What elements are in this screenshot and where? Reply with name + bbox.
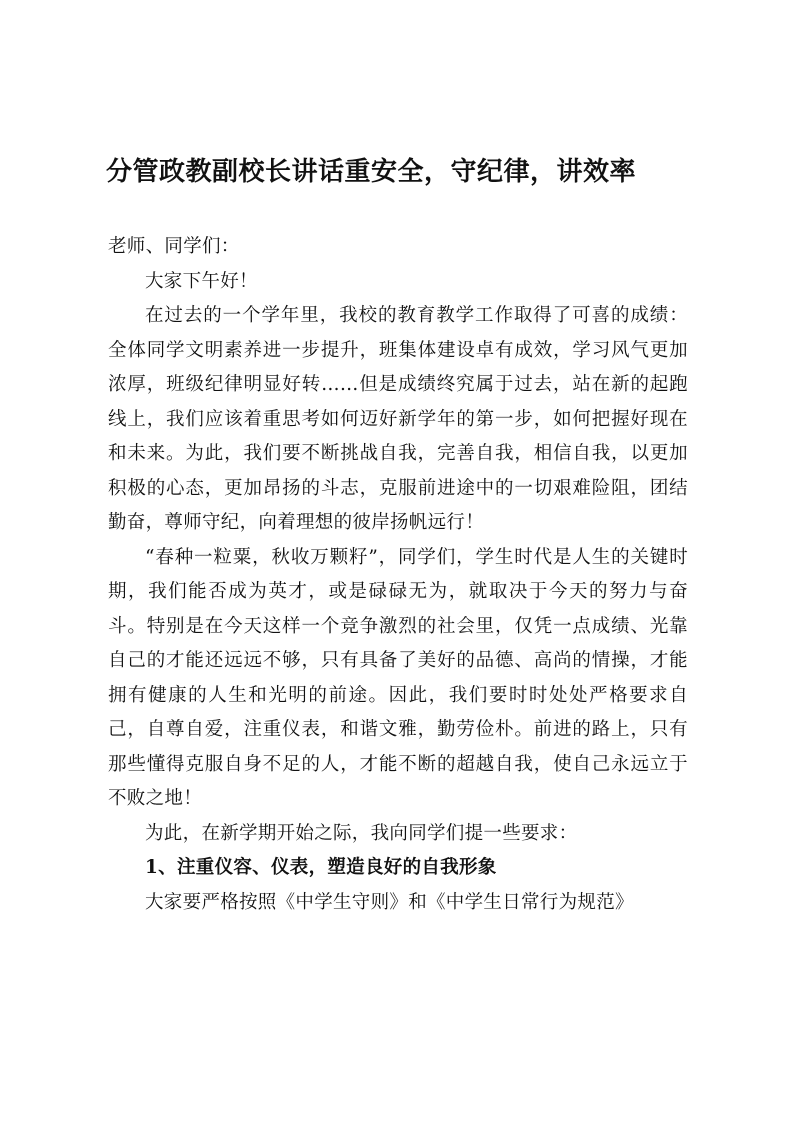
greeting: 大家下午好！ <box>145 270 258 292</box>
paragraph-achievements: 在过去的一个学年里，我校的教育教学工作取得了可喜的成绩：全体同学文明素养进一步提升，班集体建设卓有成效，学习风气更加浓厚，班级纪律明显好转……但是成绩终究属于过去，站在新的起跑线上，我们应该着重思考如何迈好新学年的第一步，如何把握好现在和未来。为此，我们要不断挑战自我，完善自我，相信自我，以更加积极的心态，更加昂扬的斗志，克服前进途中的一切艰难险阻，团结勤奋，尊师守纪，向着理想的彼岸扬帆远行！ <box>108 305 688 533</box>
document-body <box>108 230 688 920</box>
document-title: 分管政教副校长讲话重安全，守纪律，讲效率 <box>106 157 637 187</box>
paragraph-student-era: “春种一粒粟，秋收万颗籽”，同学们，学生时代是人生的关键时期，我们能否成为英才，或是碌碌无为，就取决于今天的努力与奋斗。特别是在今天这样一个竞争激烈的社会里，仅凭一点成绩、光靠自己的才能还远远不够，只有具备了美好的品德、高尚的情操，才能拥有健康的人生和光明的前途。因此，我们要时时处处严格要求自己，自尊自爱，注重仪表，和谐文雅，勤劳俭朴。前进的路上，只有那些懂得克服自身不足的人，才能不断的超越自我，使自己永远立于不败之地！ <box>108 546 688 809</box>
paragraph-code-of-conduct: 大家要严格按照《中学生守则》和《中学生日常行为规范》 <box>145 891 634 913</box>
salutation: 老师、同学们： <box>108 236 240 257</box>
section-heading-appearance: 1、注重仪容、仪表，塑造良好的自我形象 <box>145 857 497 878</box>
paragraph-requirements-intro: 为此，在新学期开始之际，我向同学们提一些要求： <box>145 822 578 844</box>
